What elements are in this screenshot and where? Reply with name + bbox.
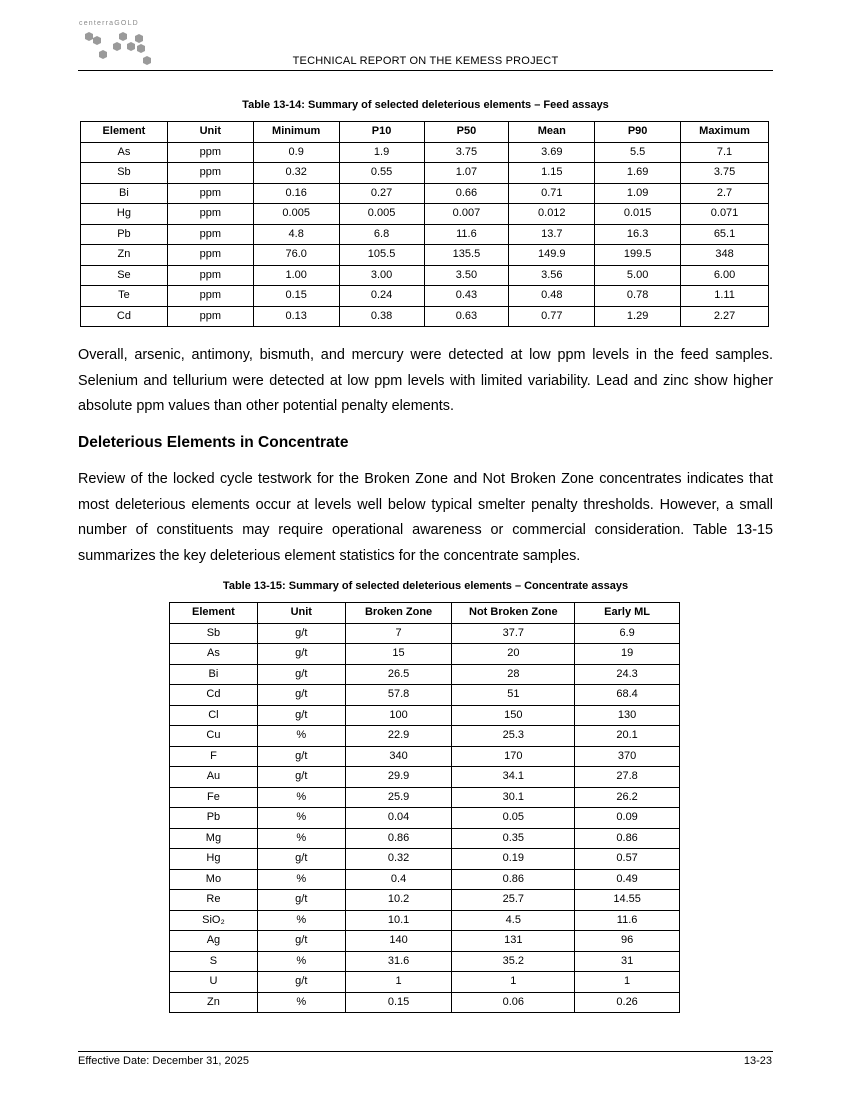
table-cell: 3.75 [424, 142, 509, 163]
table-cell: Au [170, 767, 258, 788]
table-cell: ppm [167, 142, 253, 163]
table-cell: 0.007 [424, 204, 509, 225]
table-cell: 25.3 [452, 726, 575, 747]
column-header: Element [170, 603, 258, 624]
table-cell: 0.63 [424, 306, 509, 327]
table-cell: 0.49 [575, 869, 680, 890]
table-cell: g/t [257, 849, 345, 870]
table-cell: 340 [345, 746, 452, 767]
header-rule [78, 70, 773, 71]
table-cell: 0.16 [253, 183, 339, 204]
table-row [170, 705, 680, 726]
table-cell: 0.9 [253, 142, 339, 163]
table-cell: 0.71 [509, 183, 595, 204]
table-cell: 2.27 [681, 306, 769, 327]
table-cell: 100 [345, 705, 452, 726]
table-cell: 0.09 [575, 808, 680, 829]
table1-caption: Table 13-14: Summary of selected deleterious elements – Feed assays [242, 99, 609, 111]
table-cell: 65.1 [681, 224, 769, 245]
table-cell: Pb [170, 808, 258, 829]
table-cell: g/t [257, 931, 345, 952]
table-cell: 0.012 [509, 204, 595, 225]
table-cell: % [257, 869, 345, 890]
table-cell: 30.1 [452, 787, 575, 808]
column-header: Unit [257, 603, 345, 624]
table-cell: 6.00 [681, 265, 769, 286]
table-cell: 0.32 [345, 849, 452, 870]
table-cell: ppm [167, 204, 253, 225]
table-cell: 6.8 [339, 224, 424, 245]
table-cell: 0.32 [253, 163, 339, 184]
table-cell: g/t [257, 746, 345, 767]
column-header: Element [81, 122, 168, 143]
table-cell: Bi [81, 183, 168, 204]
table-cell: 1.69 [595, 163, 681, 184]
table-cell: Cl [170, 705, 258, 726]
table-cell: 27.8 [575, 767, 680, 788]
table-cell: 0.57 [575, 849, 680, 870]
table-cell: 140 [345, 931, 452, 952]
table-cell: Mo [170, 869, 258, 890]
table-cell: 0.27 [339, 183, 424, 204]
table-cell: 130 [575, 705, 680, 726]
table-cell: g/t [257, 664, 345, 685]
table-cell: 22.9 [345, 726, 452, 747]
table-row [170, 767, 680, 788]
feed-assays-table [80, 121, 769, 327]
table-cell: 1.09 [595, 183, 681, 204]
table-cell: g/t [257, 623, 345, 644]
table-cell: 1.11 [681, 286, 769, 307]
table-row [170, 746, 680, 767]
table-cell: 31.6 [345, 951, 452, 972]
table-cell: 5.5 [595, 142, 681, 163]
table-cell: 0.04 [345, 808, 452, 829]
table-cell: Sb [170, 623, 258, 644]
table-cell: g/t [257, 644, 345, 665]
table-cell: ppm [167, 163, 253, 184]
table-cell: 7 [345, 623, 452, 644]
table-row [81, 142, 769, 163]
table-cell: 1.00 [253, 265, 339, 286]
table-cell: 76.0 [253, 245, 339, 266]
table-cell: % [257, 992, 345, 1013]
table-cell: 4.5 [452, 910, 575, 931]
table-cell: Fe [170, 787, 258, 808]
table-cell: 0.015 [595, 204, 681, 225]
table-cell: 10.1 [345, 910, 452, 931]
section-heading: Deleterious Elements in Concentrate [78, 434, 349, 451]
table-cell: 0.26 [575, 992, 680, 1013]
table-cell: 1.29 [595, 306, 681, 327]
table-cell: 3.00 [339, 265, 424, 286]
table-row [170, 808, 680, 829]
table-cell: 3.56 [509, 265, 595, 286]
table-row [170, 849, 680, 870]
table-cell: % [257, 726, 345, 747]
table-cell: 0.19 [452, 849, 575, 870]
table-cell: 3.50 [424, 265, 509, 286]
table-row [170, 828, 680, 849]
table-cell: Bi [170, 664, 258, 685]
table-row [170, 623, 680, 644]
table-row [81, 163, 769, 184]
table-row [170, 726, 680, 747]
table-cell: Hg [170, 849, 258, 870]
table-cell: g/t [257, 705, 345, 726]
table-cell: 96 [575, 931, 680, 952]
table-cell: 5.00 [595, 265, 681, 286]
table-cell: 0.38 [339, 306, 424, 327]
table-cell: Cd [170, 685, 258, 706]
table-cell: % [257, 828, 345, 849]
column-header: Not Broken Zone [452, 603, 575, 624]
table-cell: 0.15 [345, 992, 452, 1013]
table-cell: S [170, 951, 258, 972]
concentrate-intro-paragraph: Review of the locked cycle testwork for the Broken Zone and Not Broken Zone concentrates indicates that most deleterious elements occur at levels well below typical smelter penalty thresholds. However, a small number of constituents may require operational awareness or commercial consideration. Table 13-15 summarizes the key deleterious element statistics for the concentrate samples. [78, 471, 773, 564]
table-cell: g/t [257, 685, 345, 706]
table-cell: 1 [575, 972, 680, 993]
table-cell: 29.9 [345, 767, 452, 788]
table-cell: Cu [170, 726, 258, 747]
table-row [170, 951, 680, 972]
table-cell: 170 [452, 746, 575, 767]
table-cell: 26.2 [575, 787, 680, 808]
table-cell: 0.86 [452, 869, 575, 890]
table-row [81, 265, 769, 286]
column-header: Maximum [681, 122, 769, 143]
table-cell: 68.4 [575, 685, 680, 706]
table-cell: 6.9 [575, 623, 680, 644]
table-cell: 34.1 [452, 767, 575, 788]
table-cell: 135.5 [424, 245, 509, 266]
table-cell: 1 [345, 972, 452, 993]
table-cell: 1.9 [339, 142, 424, 163]
table-row [170, 644, 680, 665]
table-cell: Ag [170, 931, 258, 952]
table-cell: ppm [167, 306, 253, 327]
column-header: Unit [167, 122, 253, 143]
table-cell: 19 [575, 644, 680, 665]
table-cell: 35.2 [452, 951, 575, 972]
table-row [170, 787, 680, 808]
table-cell: 348 [681, 245, 769, 266]
column-header: Early ML [575, 603, 680, 624]
table-row [81, 183, 769, 204]
table-cell: 37.7 [452, 623, 575, 644]
table-row [170, 869, 680, 890]
table-row [170, 685, 680, 706]
table-cell: 0.4 [345, 869, 452, 890]
table-cell: 0.55 [339, 163, 424, 184]
table-cell: F [170, 746, 258, 767]
table-cell: ppm [167, 265, 253, 286]
column-header: Mean [509, 122, 595, 143]
table-cell: 0.77 [509, 306, 595, 327]
table-cell: 10.2 [345, 890, 452, 911]
table-row [81, 204, 769, 225]
table-cell: 0.005 [339, 204, 424, 225]
table-cell: 105.5 [339, 245, 424, 266]
table-cell: 370 [575, 746, 680, 767]
table-cell: 0.15 [253, 286, 339, 307]
table-cell: Zn [81, 245, 168, 266]
table-cell: 15 [345, 644, 452, 665]
feed-summary-paragraph: Overall, arsenic, antimony, bismuth, and mercury were detected at low ppm levels in the feed samples. Selenium and tellurium were detected at low ppm levels with limited variability. Lead and zinc show higher absolute ppm values than other potential penalty elements. [78, 347, 773, 414]
table-cell: As [170, 644, 258, 665]
table-row [170, 972, 680, 993]
table-row [81, 224, 769, 245]
table-cell: 26.5 [345, 664, 452, 685]
table-cell: Zn [170, 992, 258, 1013]
table-cell: 0.86 [575, 828, 680, 849]
table-cell: Cd [81, 306, 168, 327]
table-cell: 0.48 [509, 286, 595, 307]
report-header-title: TECHNICAL REPORT ON THE KEMESS PROJECT [292, 55, 559, 67]
table-cell: 14.55 [575, 890, 680, 911]
table-cell: Hg [81, 204, 168, 225]
table-cell: 25.7 [452, 890, 575, 911]
table-row [170, 890, 680, 911]
table-cell: g/t [257, 890, 345, 911]
table2-caption: Table 13-15: Summary of selected deleterious elements – Concentrate assays [222, 580, 629, 592]
logo-wordmark: centerraGOLD [79, 20, 139, 27]
table-cell: 0.66 [424, 183, 509, 204]
table-cell: 0.05 [452, 808, 575, 829]
table-cell: 31 [575, 951, 680, 972]
table-cell: 1.15 [509, 163, 595, 184]
table-cell: 149.9 [509, 245, 595, 266]
table-cell: 11.6 [575, 910, 680, 931]
table-cell: 0.06 [452, 992, 575, 1013]
table-row [170, 992, 680, 1013]
table-cell: 16.3 [595, 224, 681, 245]
table-cell: Mg [170, 828, 258, 849]
table-cell: 25.9 [345, 787, 452, 808]
table-cell: 4.8 [253, 224, 339, 245]
table-cell: ppm [167, 286, 253, 307]
column-header: P90 [595, 122, 681, 143]
table-cell: % [257, 951, 345, 972]
column-header: P50 [424, 122, 509, 143]
table-cell: g/t [257, 972, 345, 993]
table-cell: 1.07 [424, 163, 509, 184]
table-cell: Re [170, 890, 258, 911]
table-cell: 13.7 [509, 224, 595, 245]
column-header: P10 [339, 122, 424, 143]
column-header: Minimum [253, 122, 339, 143]
table-row [81, 306, 769, 327]
table-row [81, 286, 769, 307]
table-cell: ppm [167, 224, 253, 245]
column-header: Broken Zone [345, 603, 452, 624]
concentrate-assays-table [169, 602, 680, 1013]
table-cell: 1 [452, 972, 575, 993]
table-cell: 0.071 [681, 204, 769, 225]
table-cell: Pb [81, 224, 168, 245]
table-cell: Te [81, 286, 168, 307]
table-row [81, 245, 769, 266]
table-cell: 20.1 [575, 726, 680, 747]
effective-date: Effective Date: December 31, 2025 [78, 1055, 250, 1067]
table-cell: % [257, 787, 345, 808]
table-row [170, 664, 680, 685]
table-cell: Se [81, 265, 168, 286]
table-cell: Sb [81, 163, 168, 184]
table-cell: 199.5 [595, 245, 681, 266]
table-cell: 11.6 [424, 224, 509, 245]
table-cell: U [170, 972, 258, 993]
table-cell: 131 [452, 931, 575, 952]
table-row [170, 910, 680, 931]
table-cell: 20 [452, 644, 575, 665]
table-cell: ppm [167, 183, 253, 204]
table-cell: 3.75 [681, 163, 769, 184]
table-cell: 150 [452, 705, 575, 726]
table-cell: g/t [257, 767, 345, 788]
table-cell: 0.86 [345, 828, 452, 849]
table-cell: 7.1 [681, 142, 769, 163]
table-cell: 0.13 [253, 306, 339, 327]
table-cell: SiO₂ [170, 910, 258, 931]
table-cell: 0.78 [595, 286, 681, 307]
table-cell: 2.7 [681, 183, 769, 204]
table-cell: 0.005 [253, 204, 339, 225]
table-cell: 0.43 [424, 286, 509, 307]
table-cell: 24.3 [575, 664, 680, 685]
footer-rule [78, 1051, 773, 1052]
table-cell: 0.35 [452, 828, 575, 849]
table-cell: % [257, 910, 345, 931]
table-cell: As [81, 142, 168, 163]
page-number: 13-23 [743, 1055, 772, 1067]
table-cell: % [257, 808, 345, 829]
table-cell: ppm [167, 245, 253, 266]
table-header-row [81, 122, 769, 143]
table-cell: 3.69 [509, 142, 595, 163]
table-header-row [170, 603, 680, 624]
table-row [170, 931, 680, 952]
table-cell: 51 [452, 685, 575, 706]
table-cell: 28 [452, 664, 575, 685]
table-cell: 0.24 [339, 286, 424, 307]
table-cell: 57.8 [345, 685, 452, 706]
